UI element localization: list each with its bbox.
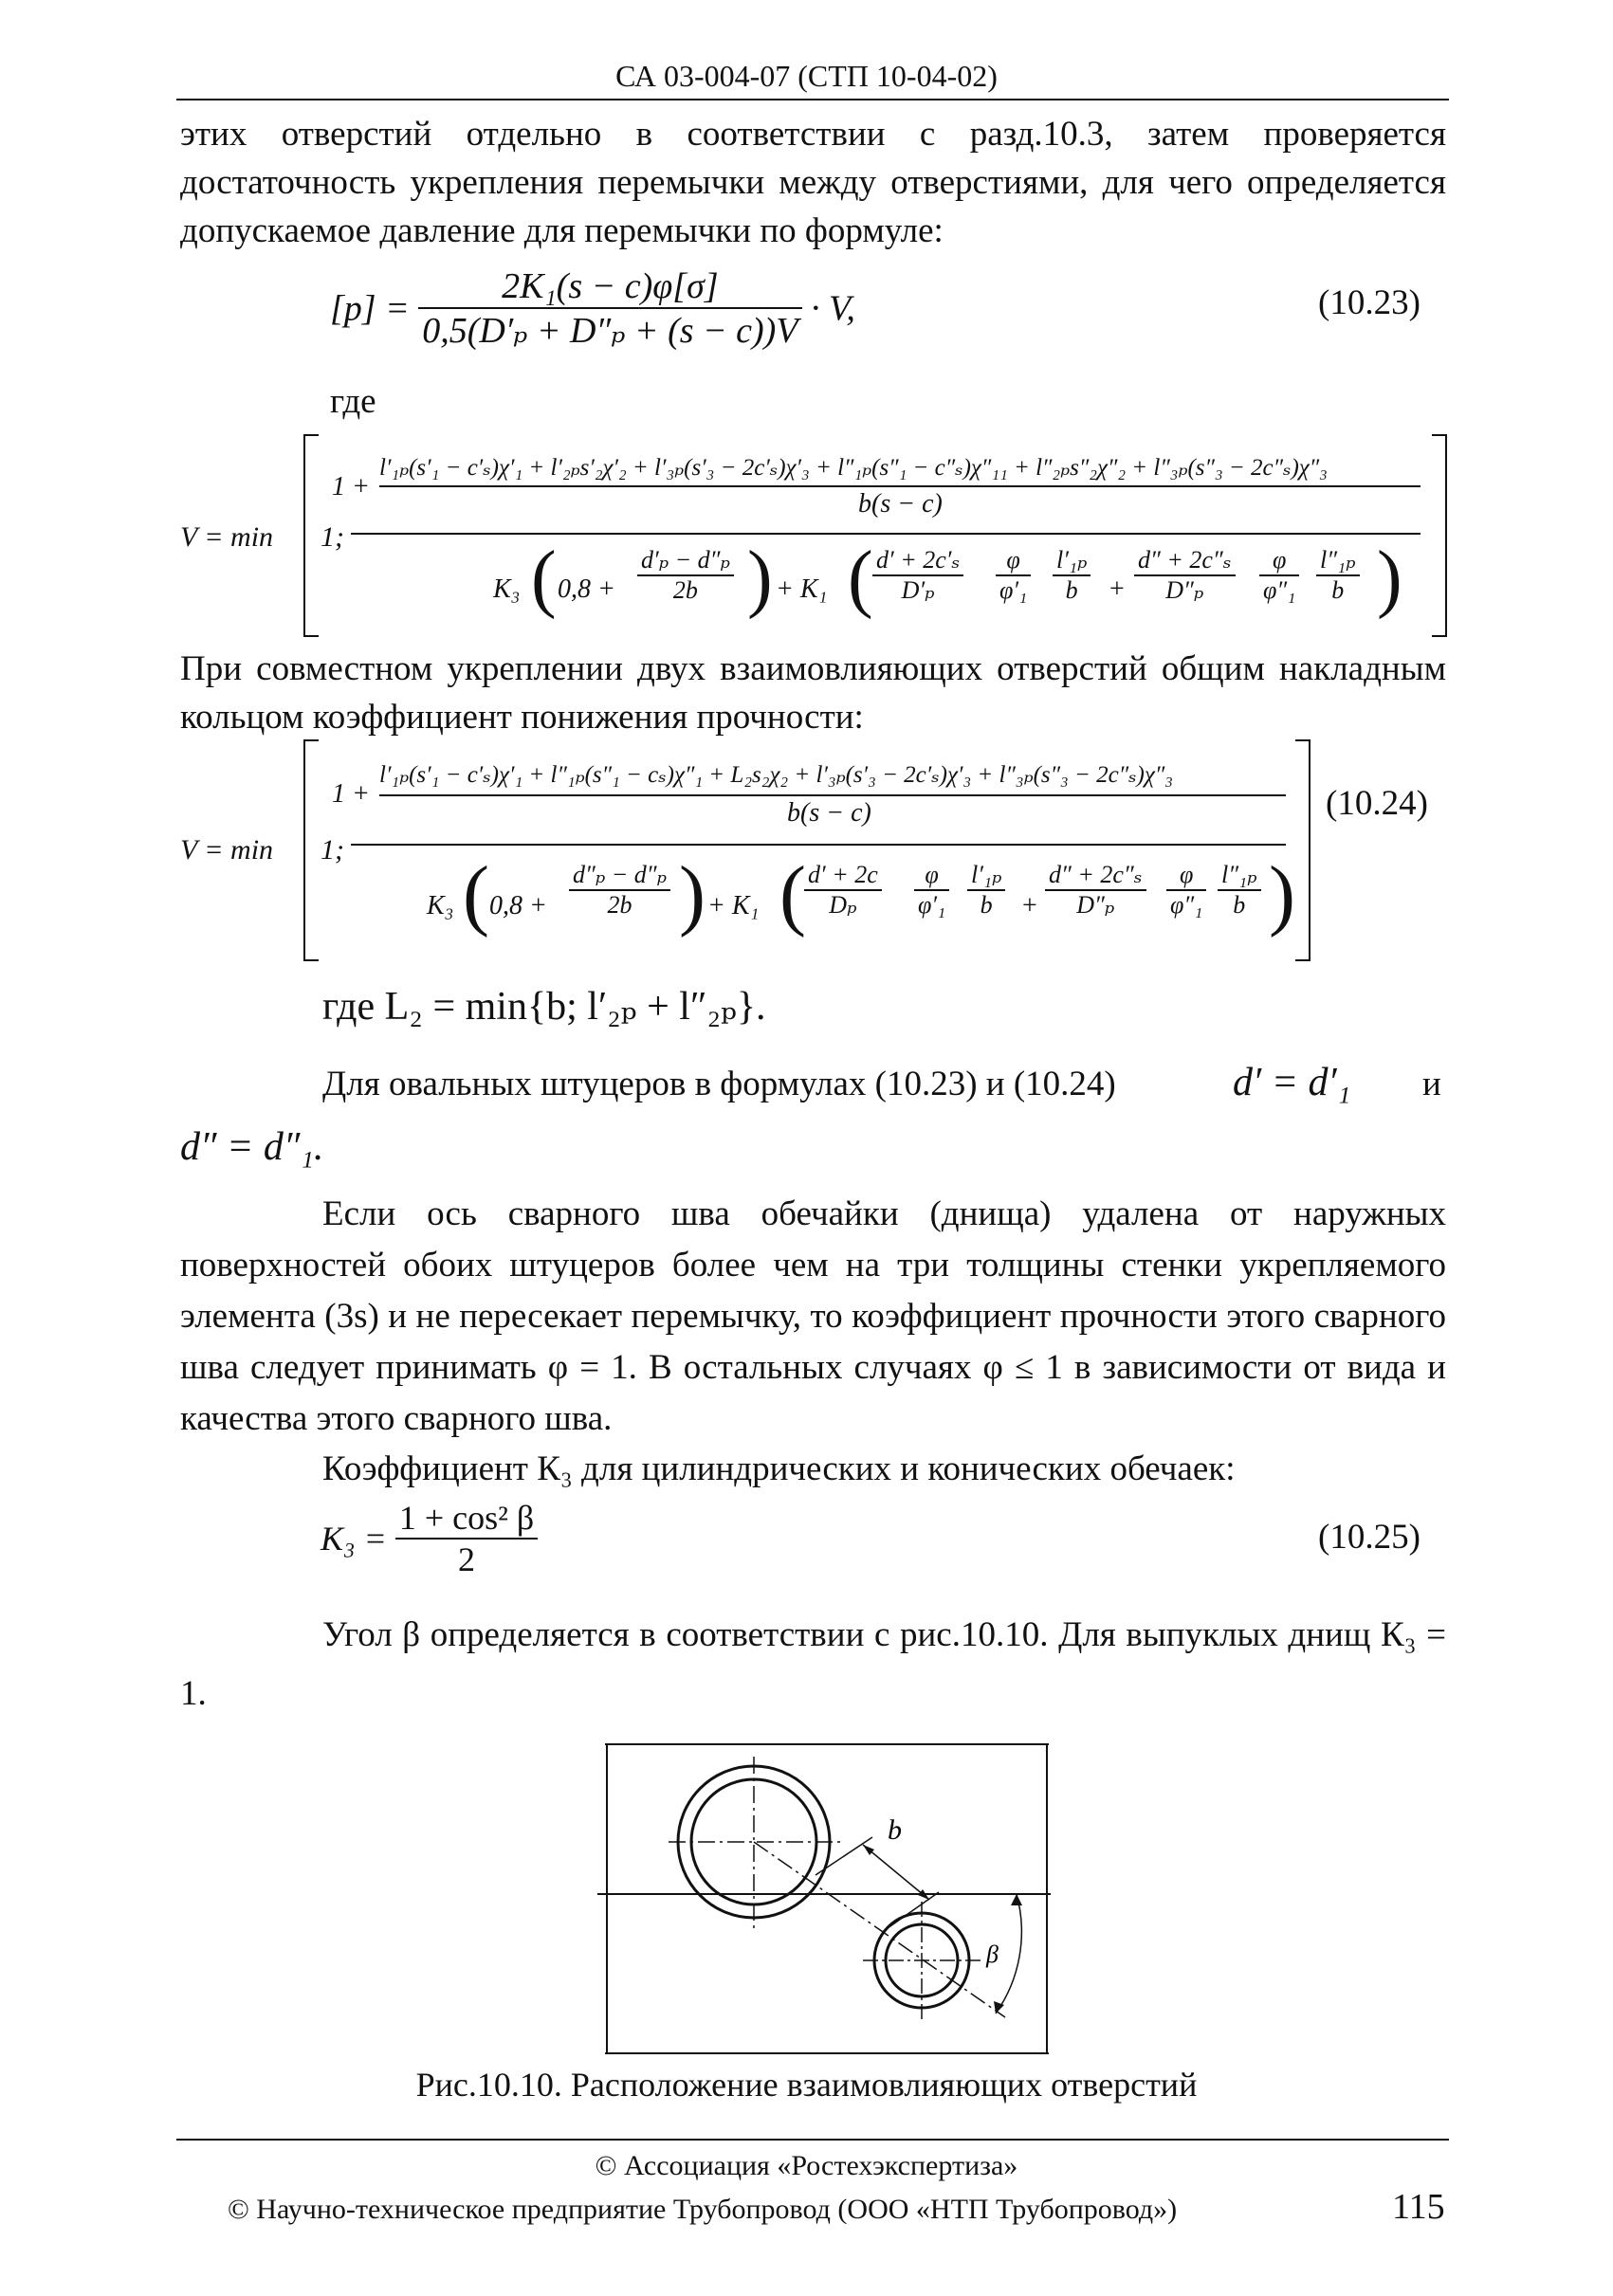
v2-den-08: 0,8 + bbox=[489, 891, 547, 920]
v2-den-l1: l′₁ₚ bbox=[971, 861, 1002, 888]
v2-den-l2: l″₁ₚ bbox=[1221, 861, 1257, 888]
page-number: 115 bbox=[1392, 2187, 1445, 2227]
v2-den-a-den: Dₚ bbox=[804, 889, 882, 920]
v-den-frac-a bbox=[872, 546, 963, 605]
v-den-frac-l1 bbox=[1053, 546, 1091, 605]
v-den-b1: b bbox=[1053, 574, 1091, 605]
v2-den-frac-phi1 bbox=[914, 861, 949, 920]
footer-company: © Научно-техническое предприятие Трубопровод (ООО «НТП Трубопровод») bbox=[228, 2194, 1178, 2225]
v-den-l2: l″₁ₚ bbox=[1320, 546, 1356, 574]
dim-b-ext-2 bbox=[888, 1892, 939, 1928]
v2-min-one: 1; bbox=[321, 834, 344, 866]
v2-den-phi2-den: φ″₁ bbox=[1166, 889, 1206, 920]
v-den-frac-b bbox=[1134, 546, 1236, 605]
v2-den-frac-a bbox=[804, 861, 882, 920]
v-den-k3: K₃ bbox=[493, 574, 521, 604]
v-main-fraction-bar bbox=[351, 533, 1421, 535]
dim-b-ext-1 bbox=[816, 1837, 872, 1875]
v-den-frac-l2 bbox=[1316, 546, 1360, 605]
v-numerator-bottom: b(s − c) bbox=[858, 489, 943, 519]
v2-den-plus: + bbox=[1022, 891, 1037, 920]
v-den-b-num: d″ + 2c″ₛ bbox=[1138, 546, 1232, 574]
v2-den-a-num: d′ + 2c bbox=[808, 861, 878, 888]
v-den-l1: l′₁ₚ bbox=[1056, 546, 1088, 574]
v2-den-b1: b bbox=[967, 889, 1005, 920]
v2-den-paren-open-2: ( bbox=[779, 850, 806, 938]
footer-rule bbox=[176, 2139, 1449, 2141]
left-brace bbox=[303, 434, 319, 637]
paragraph-joint-reinforcement: При совместном укреплении двух взаимовлияющих отверстий общим накладным кольцом коэффициент понижения прочности: bbox=[180, 649, 1446, 737]
formula-d-prime: d′ = d′₁ bbox=[1233, 1061, 1351, 1104]
v-numerator-top: l′₁ₚ(s′₁ − c′ₛ)χ′₁ + l′₂ₚs′₂χ′₂ + l′₃ₚ(s′₃ − 2c′ₛ)χ′₃ + l″₁ₚ(s″₁ − c″ₛ)χ″₁₁ + l″₂ₚs″₂χ″₂ + l″₃ₚ(s″₃ − 2c″ₛ)χ″₃ bbox=[379, 455, 1328, 481]
v2-den-d-den: 2b bbox=[569, 889, 670, 920]
paragraph-angle-beta: Угол β определяется в соответствии с рис.10.10. Для выпуклых днищ К₃ = 1. bbox=[180, 1615, 1446, 1713]
v-den-k1: + K₁ bbox=[776, 574, 828, 604]
v-inner-fraction-bar bbox=[379, 485, 1421, 487]
equation-number-10-24: (10.24) bbox=[1326, 784, 1428, 823]
equation-number-10-23: (10.23) bbox=[1318, 283, 1421, 322]
paragraph-intro: этих отверстий отдельно в соответствии с разд.10.3, затем проверяется достаточность укрепления перемычки между отверстиями, для чего определяется допускаемое давление для перемычки по формуле: bbox=[180, 115, 1446, 250]
v2-den-paren-close-1: ) bbox=[679, 850, 706, 938]
v-den-phi2: φ bbox=[1272, 546, 1287, 574]
v2-den-paren-open-1: ( bbox=[463, 850, 489, 938]
dim-b-line bbox=[863, 1845, 929, 1900]
v-den-a-num: d′ + 2c′ₛ bbox=[876, 546, 961, 574]
v-den-d-den: 2b bbox=[637, 574, 734, 605]
v2-den-frac-b bbox=[1045, 861, 1146, 920]
formula-10-24 bbox=[180, 739, 1318, 967]
equation-number-10-25: (10.25) bbox=[1318, 1518, 1421, 1557]
footer-association: © Ассоциация «Ростехэкспертиза» bbox=[595, 2150, 1018, 2181]
left-brace-2 bbox=[303, 739, 319, 961]
v2-den-k1: + K₁ bbox=[707, 891, 760, 920]
v-one-plus: 1 + bbox=[332, 472, 370, 501]
formula-k3-denominator: 2 bbox=[395, 1538, 538, 1579]
figure-nozzle-layout bbox=[588, 1742, 1053, 2055]
v2-den-b-den: D″ₚ bbox=[1045, 889, 1146, 920]
v-den-paren-close-2: ) bbox=[1377, 537, 1402, 620]
label-b: b bbox=[888, 1814, 902, 1846]
v2-den-b-num: d″ + 2c″ₛ bbox=[1049, 861, 1143, 888]
v2-main-fraction-bar bbox=[351, 844, 1286, 846]
v-den-b-den: D″ₚ bbox=[1134, 574, 1236, 605]
v-den-phi2-den: φ″₁ bbox=[1259, 574, 1299, 605]
v2-den-frac-l2 bbox=[1218, 861, 1261, 920]
where-l2: где L₂ = min{b; l′₂ₚ + l″₂ₚ}. bbox=[322, 985, 766, 1029]
v2-den-frac-l1 bbox=[967, 861, 1005, 920]
v-den-frac-phi2 bbox=[1259, 546, 1299, 605]
formula-lhs: [p] = bbox=[330, 288, 410, 329]
v2-numerator-bottom: b(s − c) bbox=[787, 798, 871, 828]
formula-numerator: 2K₁(s − c)φ[σ] bbox=[502, 266, 719, 306]
right-brace-2 bbox=[1295, 739, 1311, 961]
v-den-paren-close-1: ) bbox=[747, 537, 773, 620]
figure-caption: Рис.10.10. Расположение взаимовлияющих отверстий bbox=[415, 2066, 1198, 2104]
paragraph-weld-seam: Если ось сварного шва обечайки (днища) удалена от наружных поверхностей обоих штуцеров более чем на три толщины стенки укрепляемого элемента (3s) и не пересекает перемычку, то коэффициент прочности этого сварного шва следует принимать φ = 1. В остальных случаях φ ≤ 1 в зависимости от вида и качества этого сварного шва. bbox=[180, 1194, 1446, 1438]
v2-den-k3: K₃ bbox=[427, 891, 454, 920]
figure-drawing bbox=[588, 1742, 1053, 2055]
v-den-paren-open-1: ( bbox=[531, 537, 557, 620]
formula-k3-numerator: 1 + cos² β bbox=[398, 1499, 535, 1537]
v-den-b2: b bbox=[1316, 574, 1360, 605]
v-den-08: 0,8 + bbox=[558, 574, 615, 604]
angle-beta-arc bbox=[996, 1894, 1021, 2014]
v-den-plus: + bbox=[1109, 574, 1125, 604]
v2-den-d-num: d″ₚ − d″ₚ bbox=[573, 861, 667, 888]
v2-numerator-top: l′₁ₚ(s′₁ − c′ₛ)χ′₁ + l″₁ₚ(s″₁ − cₛ)χ″₁ + L₂s₂χ₂ + l′₃ₚ(s′₃ − 2c′ₛ)χ′₃ + l″₃ₚ(s″₃ − 2c″ₛ)χ″₃ bbox=[379, 762, 1173, 788]
v-den-frac-phi1 bbox=[996, 546, 1031, 605]
v-den-phi1: φ bbox=[1006, 546, 1020, 574]
v-min-lhs: V = min bbox=[180, 521, 274, 553]
v2-den-phi1-den: φ′₁ bbox=[914, 889, 949, 920]
v2-den-b2: b bbox=[1218, 889, 1261, 920]
v-den-frac-d bbox=[637, 546, 734, 605]
v-min-one: 1; bbox=[321, 521, 344, 553]
formula-denominator: 0,5(D′ₚ + D″ₚ + (s − c))V bbox=[418, 307, 801, 352]
formula-10-23 bbox=[330, 265, 855, 352]
v2-den-frac-phi2 bbox=[1166, 861, 1206, 920]
document-code-header: СА 03-004-07 (СТП 10-04-02) bbox=[615, 59, 998, 93]
v2-den-frac-d bbox=[569, 861, 670, 920]
paragraph-oval-nozzles: Для овальных штуцеров в формулах (10.23) и (10.24) bbox=[322, 1065, 1116, 1103]
v2-den-phi2: φ bbox=[1179, 861, 1194, 888]
angle-beta-arrow-1 bbox=[1011, 1894, 1022, 1905]
v2-den-phi1: φ bbox=[925, 861, 939, 888]
v2-min-lhs: V = min bbox=[180, 834, 274, 866]
right-brace bbox=[1432, 434, 1447, 637]
paragraph-k3-coefficient: Коэффициент К₃ для цилиндрических и конических обечаек: bbox=[322, 1449, 1236, 1488]
formula-tail: · V, bbox=[811, 288, 855, 329]
label-beta: β bbox=[986, 1941, 999, 1968]
v-den-phi1-den: φ′₁ bbox=[996, 574, 1031, 605]
formula-k3-lhs: K₃ = bbox=[321, 1520, 387, 1558]
v-den-paren-open-2: ( bbox=[848, 537, 873, 620]
header-rule bbox=[176, 99, 1449, 100]
where-label: где bbox=[330, 382, 376, 421]
formula-k3-fraction bbox=[395, 1498, 538, 1579]
v2-one-plus: 1 + bbox=[332, 779, 370, 809]
formula-fraction bbox=[418, 265, 801, 352]
conjunction-and: и bbox=[1422, 1065, 1441, 1103]
formula-d-double-prime: d″ = d″₁. bbox=[180, 1125, 324, 1169]
formula-v-min bbox=[180, 434, 1451, 643]
centers-line bbox=[754, 1842, 1005, 2017]
formula-10-25 bbox=[321, 1498, 538, 1579]
v-den-a-den: D′ₚ bbox=[872, 574, 963, 605]
v2-inner-fraction-bar bbox=[379, 794, 1286, 796]
v-den-d-num: d′ₚ − d″ₚ bbox=[641, 546, 730, 574]
v2-den-paren-close-2: ) bbox=[1269, 850, 1295, 938]
